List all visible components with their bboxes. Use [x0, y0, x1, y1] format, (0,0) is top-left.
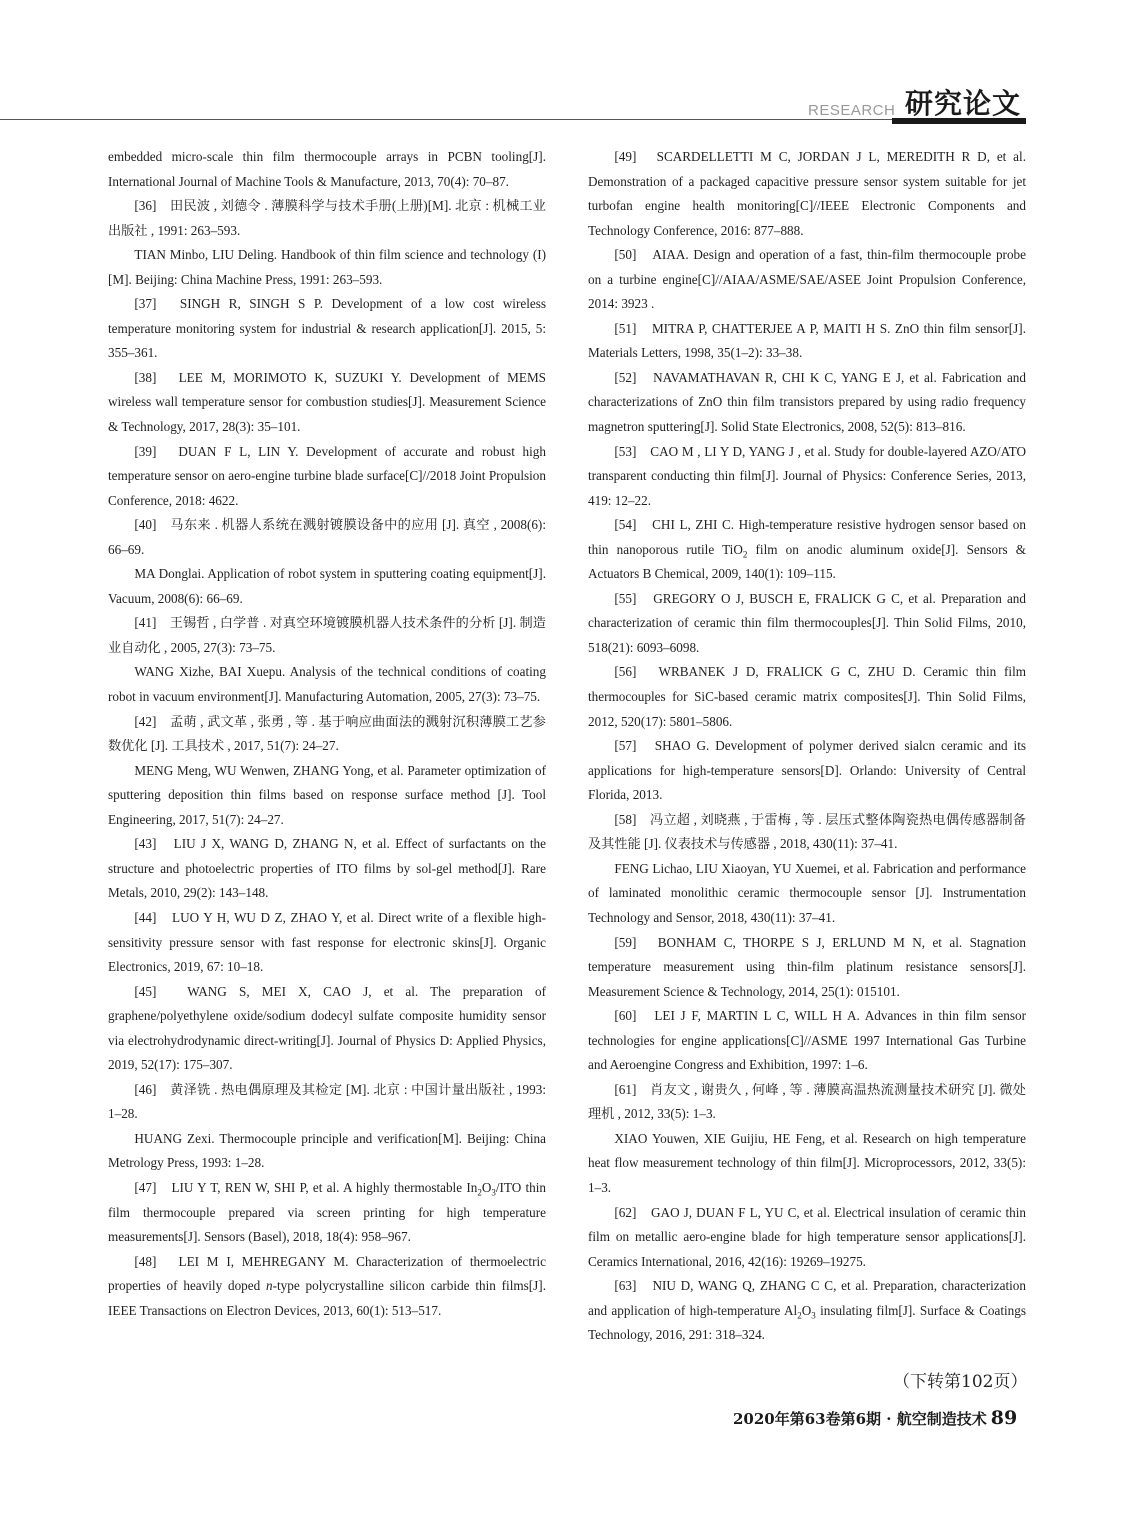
reference-item	[588, 1274, 1026, 1348]
reference-item: FENG Lichao, LIU Xiaoyan, YU Xuemei, et al. Fabrication and performance of laminated monolithic ceramic thermocouple sensor [J]. Instrumentation Technology and Sensor, 2018, 430(11): 37–41.	[588, 860, 1026, 925]
reference-item: [59] BONHAM C, THORPE S J, ERLUND M N, et al. Stagnation temperature measurement using thin-film platinum resistance sensors[J]. Measurement Science & Technology, 2014, 25(1): 015101.	[588, 934, 1026, 999]
reference-item: [41] 王锡哲 , 白学普 . 对真空环境镀膜机器人技术条件的分析 [J]. 制造业自动化 , 2005, 27(3): 73–75.	[108, 615, 546, 655]
reference-item: [62] GAO J, DUAN F L, YU C, et al. Electrical insulation of ceramic thin film on metallic aero-engine blade for high temperature sensor applications[J]. Ceramics International, 2016, 42(16): 19269–19275.	[588, 1204, 1026, 1269]
reference-item: [52] NAVAMATHAVAN R, CHI K C, YANG E J, et al. Fabrication and characterizations of ZnO thin film transistors prepared by using radio frequency magnetron sputtering[J]. Solid State Electronics, 2008, 52(5): 813–816.	[588, 369, 1026, 435]
ref-text: -type polycrystalline silicon carbide thin films[J]. IEEE Transactions on Electron Devices, 2013, 60(1): 513–517.	[108, 1278, 546, 1318]
reference-item: [55] GREGORY O J, BUSCH E, FRALICK G C, et al. Preparation and characterization of ceramic thin film thermocouples[J]. Thin Solid Films, 2010, 518(21): 6093–6098.	[588, 590, 1026, 655]
reference-item: [60] LEI J F, MARTIN L C, WILL H A. Advances in thin film sensor technologies for engine applications[C]//ASME 1997 International Gas Turbine and Aeroengine Congress and Exhibition, 1997: 1–6.	[588, 1008, 1026, 1073]
reference-item: [45] WANG S, MEI X, CAO J, et al. The preparation of graphene/polyethylene oxide/sodium dodecyl sulfate composite humidity sensor via electrohydrodynamic direct-writing[J]. Journal of Physics D: Applied Physics, 2019, 52(17): 175–307.	[108, 983, 546, 1073]
reference-item: MA Donglai. Application of robot system in sputtering coating equipment[J]. Vacuum, 2008(6): 66–69.	[108, 566, 546, 606]
reference-item: [49] SCARDELLETTI M C, JORDAN J L, MEREDITH R D, et al. Demonstration of a packaged capacitive pressure sensor system suitable for jet turbofan engine health monitoring[C]//IEEE Electronic Components and Technology Conference, 2016: 877–888.	[588, 149, 1026, 238]
reference-item	[588, 513, 1026, 587]
reference-item: HUANG Zexi. Thermocouple principle and verification[M]. Beijing: China Metrology Press, 1993: 1–28.	[108, 1130, 546, 1171]
reference-item: [44] LUO Y H, WU D Z, ZHAO Y, et al. Direct write of a flexible high-sensitivity pressure sensor with fast response for electronic skins[J]. Organic Electronics, 2019, 67: 10–18.	[108, 909, 546, 975]
reference-item: [38] LEE M, MORIMOTO K, SUZUKI Y. Development of MEMS wireless wall temperature sensor for combustion studies[J]. Measurement Science & Technology, 2017, 28(3): 35–101.	[108, 369, 546, 435]
right-column	[588, 145, 1026, 1348]
reference-item: [42] 孟萌 , 武文革 , 张勇 , 等 . 基于响应曲面法的溅射沉积薄膜工艺参数优化 [J]. 工具技术 , 2017, 51(7): 24–27.	[108, 713, 546, 754]
reference-item: TIAN Minbo, LIU Deling. Handbook of thin film science and technology (I) [M]. Beijing: China Machine Press, 1991: 263–593.	[108, 247, 546, 287]
ref-text: [63] NIU D, WANG Q, ZHANG C C, et al. Preparation, characterization and application of high-temperature Al	[588, 1278, 1026, 1318]
subscript: 2	[477, 1187, 482, 1198]
section-label-cn: 研究论文	[905, 87, 1022, 120]
reference-item: [58] 冯立超 , 刘晓燕 , 于雷梅 , 等 . 层压式整体陶瓷热电偶传感器制备及其性能 [J]. 仪表技术与传感器 , 2018, 430(11): 37–41.	[588, 811, 1026, 852]
reference-item: embedded micro-scale thin film thermocouple arrays in PCBN tooling[J]. International Journal of Machine Tools & Manufacture, 2013, 70(4): 70–87.	[108, 149, 546, 189]
reference-item: [56] WRBANEK J D, FRALICK G C, ZHU D. Ceramic thin film thermocouples for SiC-based ceramic matrix composites[J]. Thin Solid Films, 2012, 520(17): 5801–5806.	[588, 664, 1026, 729]
header-rule	[0, 119, 892, 120]
ref-text: insulating film[J]. Surface & Coatings Technology, 2016, 291: 318–324.	[588, 1302, 1026, 1343]
reference-item: [40] 马东来 . 机器人系统在溅射镀膜设备中的应用 [J]. 真空 , 2008(6): 66–69.	[108, 517, 546, 557]
page-footer	[733, 1407, 1017, 1429]
subscript: 2	[742, 549, 748, 560]
subscript: 3	[491, 1187, 496, 1198]
subscript: 3	[811, 1310, 816, 1321]
reference-item: [46] 黄泽铣 . 热电偶原理及其检定 [M]. 北京 : 中国计量出版社 , 1993: 1–28.	[108, 1081, 546, 1122]
reference-item: [53] CAO M , LI Y D, YANG J , et al. Study for double-layered AZO/ATO transparent conducting thin film[J]. Journal of Physics: Conference Series, 2013, 419: 12–22.	[588, 443, 1026, 508]
reference-item: [43] LIU J X, WANG D, ZHANG N, et al. Effect of surfactants on the structure and photoelectric properties of ITO films by sol-gel method[J]. Rare Metals, 2010, 29(2): 143–148.	[108, 836, 546, 901]
reference-item: [39] DUAN F L, LIN Y. Development of accurate and robust high temperature sensor on aero-engine turbine blade surface[C]//2018 Joint Propulsion Conference, 2018: 4622.	[108, 443, 546, 508]
ref-text: [54] CHI L, ZHI C. High-temperature resistive hydrogen sensor based on thin nanoporous rutile TiO	[588, 517, 1026, 557]
reference-item: [36] 田民波 , 刘德令 . 薄膜科学与技术手册(上册)[M]. 北京 : 机械工业出版社 , 1991: 263–593.	[108, 198, 546, 238]
page-number: 89	[990, 1407, 1018, 1429]
ref-text: [48] LEI M I, MEHREGANY M. Characterization of thermoelectric properties of heavily doped	[108, 1253, 546, 1294]
left-column	[108, 145, 546, 1323]
subscript: 2	[797, 1310, 802, 1321]
ref-text: /ITO thin film thermocouple prepared via screen printing for high temperature measurements[J]. Sensors (Basel), 2018, 18(4): 958–967.	[108, 1179, 546, 1245]
italic-text: n	[266, 1278, 273, 1294]
reference-item: MENG Meng, WU Wenwen, ZHANG Yong, et al. Parameter optimization of sputtering deposition thin films based on response surface method [J]. Tool Engineering, 2017, 51(7): 24–27.	[108, 762, 546, 827]
reference-item: XIAO Youwen, XIE Guijiu, HE Feng, et al. Research on high temperature heat flow measurement technology of thin film[J]. Microprocessors, 2012, 33(5): 1–3.	[588, 1130, 1026, 1195]
continued-note: （下转第102页）	[893, 1372, 1028, 1392]
ref-text: O	[801, 1302, 812, 1318]
ref-text: film on anodic aluminum oxide[J]. Sensors & Actuators B Chemical, 2009, 140(1): 109–115.	[588, 541, 1027, 582]
journal-issue: 2020年第63卷第6期 · 航空制造技术	[733, 1410, 987, 1428]
reference-item: [50] AIAA. Design and operation of a fast, thin-film thermocouple probe on a turbine engine[C]//AIAA/ASME/SAE/ASEE Joint Propulsion Conference, 2014: 3923 .	[588, 247, 1026, 312]
reference-item	[108, 1176, 546, 1250]
reference-item: [51] MITRA P, CHATTERJEE A P, MAITI H S. ZnO thin film sensor[J]. Materials Letters, 1998, 35(1–2): 33–38.	[588, 320, 1026, 361]
reference-item	[108, 1250, 546, 1324]
reference-item: [37] SINGH R, SINGH S P. Development of a low cost wireless temperature monitoring system for industrial & research application[J]. 2015, 5: 355–361.	[108, 296, 546, 361]
ref-text: [47] LIU Y T, REN W, SHI P, et al. A highly thermostable In	[134, 1179, 478, 1195]
section-label-en: RESEARCH	[808, 102, 896, 119]
reference-item: WANG Xizhe, BAI Xuepu. Analysis of the technical conditions of coating robot in vacuum environment[J]. Manufacturing Automation, 2005, 27(3): 73–75.	[108, 664, 546, 705]
reference-item: [57] SHAO G. Development of polymer derived sialcn ceramic and its applications for high-temperature sensors[D]. Orlando: University of Central Florida, 2013.	[588, 738, 1026, 803]
ref-text: O	[481, 1179, 492, 1195]
reference-item: [61] 肖友文 , 谢贵久 , 何峰 , 等 . 薄膜高温热流测量技术研究 [J]. 微处理机 , 2012, 33(5): 1–3.	[588, 1081, 1026, 1122]
